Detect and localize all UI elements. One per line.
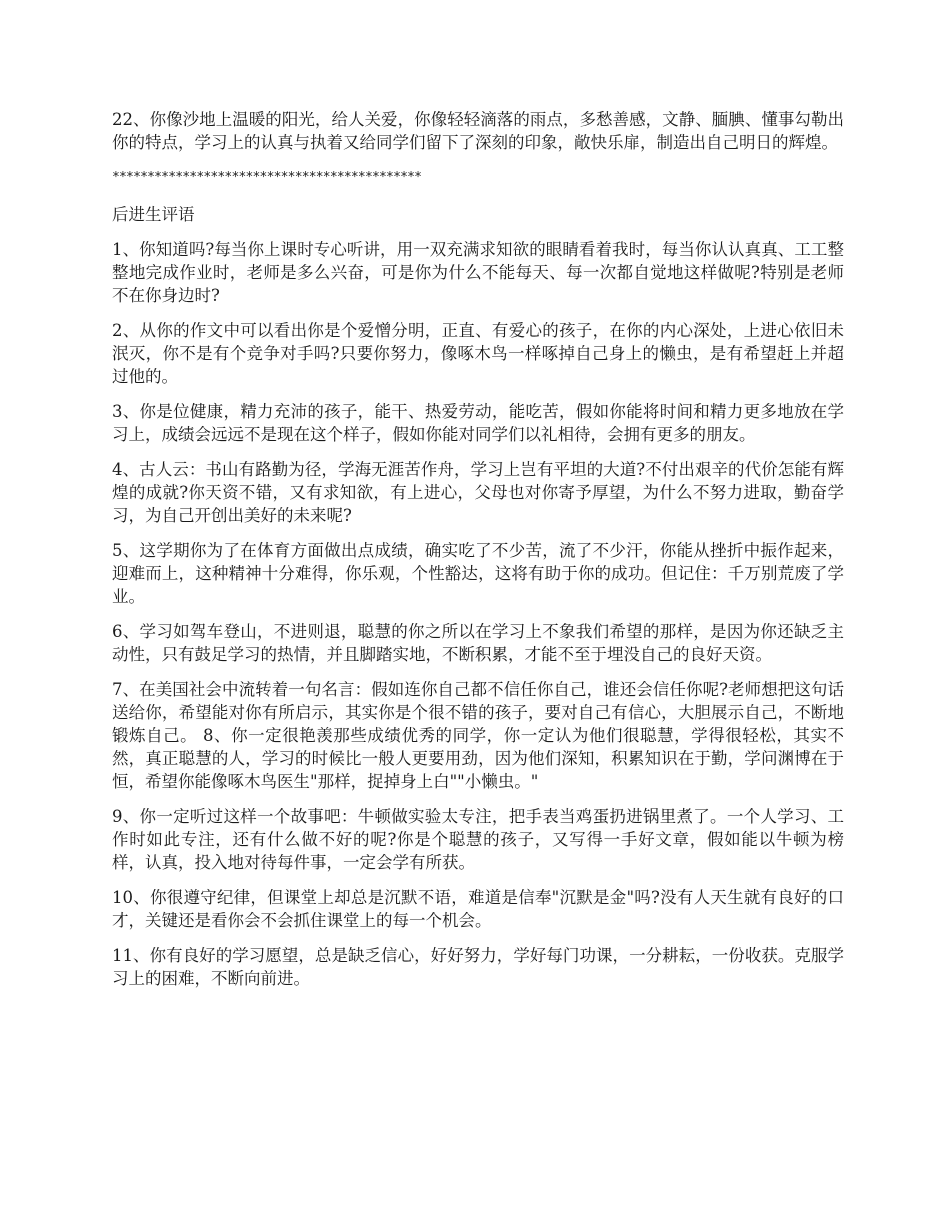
comment-paragraph-1: 1、你知道吗?每当你上课时专心听讲，用一双充满求知欲的眼睛看着我时，每当你认认真真、工工整整地完成作业时，老师是多么兴奋，可是你为什么不能每天、每一次都自觉地这样做呢?特别是老师不在你身边时? — [112, 240, 844, 305]
section-title: 后进生评语 — [112, 205, 195, 224]
comment-paragraph-10: 10、你很遵守纪律，但课堂上却总是沉默不语，难道是信奉"沉默是金"吗?没有人天生就有良好的口才，关键还是看你会不会抓住课堂上的每一个机会。 — [112, 888, 844, 930]
comment-paragraph-4: 4、古人云：书山有路勤为径，学海无涯苦作舟，学习上岂有平坦的大道?不付出艰辛的代价怎能有辉煌的成就?你天资不错，又有求知欲，有上进心，父母也对你寄予厚望，为什么不努力进取，勤奋学习，为自己开创出美好的未来呢? — [112, 460, 844, 525]
comment-paragraph-2: 2、从你的作文中可以看出你是个爱憎分明，正直、有爱心的孩子，在你的内心深处，上进心依旧未泯灭，你不是有个竞争对手吗?只要你努力，像啄木鸟一样啄掉自己身上的懒虫，是有希望赶上并超过他的。 — [112, 321, 844, 386]
comment-paragraph-7-8: 7、在美国社会中流转着一句名言：假如连你自己都不信任你自己，谁还会信任你呢?老师想把这句话送给你，希望能对你有所启示，其实你是个很不错的孩子，要对自己有信心，大胆展示自己，不断地锻炼自己。 8、你一定很艳羡那些成绩优秀的同学，你一定认为他们很聪慧，学得很轻松，其实不然，真正聪慧的人，学习的时候比一般人更要用劲，因为他们深知，积累知识在于勤，学问渊博在于恒，希望你能像啄木鸟医生"那样，捉掉身上白""小懒虫。" — [112, 680, 844, 791]
comment-paragraph-3: 3、你是位健康，精力充沛的孩子，能干、热爱劳动，能吃苦，假如你能将时间和精力更多地放在学习上，成绩会远远不是现在这个样子，假如你能对同学们以礼相待，会拥有更多的朋友。 — [112, 402, 844, 444]
comment-paragraph-5: 5、这学期你为了在体育方面做出点成绩，确实吃了不少苦，流了不少汗，你能从挫折中振作起来，迎难而上，这种精神十分难得，你乐观，个性豁达，这将有助于你的成功。但记住：千万别荒废了学业。 — [112, 541, 844, 606]
comment-paragraph-11: 11、你有良好的学习愿望，总是缺乏信心，好好努力，学好每门功课，一分耕耘，一份收获。克服学习上的困难，不断向前进。 — [112, 946, 844, 988]
document-page — [112, 108, 844, 1002]
intro-paragraph: 22、你像沙地上温暖的阳光，给人关爱，你像轻轻滴落的雨点，多愁善感，文静、腼腆、懂事勾勒出你的特点，学习上的认真与执着又给同学们留下了深刻的印象，敞快乐扉，制造出自己明日的辉煌。 — [112, 110, 844, 152]
separator-line: ******************************************** — [112, 170, 422, 185]
comment-paragraph-9: 9、你一定听过这样一个故事吧：牛顿做实验太专注，把手表当鸡蛋扔进锅里煮了。一个人学习、工作时如此专注，还有什么做不好的呢?你是个聪慧的孩子，又写得一手好文章，假如能以牛顿为榜样，认真，投入地对待每件事，一定会学有所获。 — [112, 807, 844, 872]
comment-paragraph-6: 6、学习如驾车登山，不进则退，聪慧的你之所以在学习上不象我们希望的那样，是因为你还缺乏主动性，只有鼓足学习的热情，并且脚踏实地，不断积累，才能不至于埋没自己的良好天资。 — [112, 622, 844, 664]
